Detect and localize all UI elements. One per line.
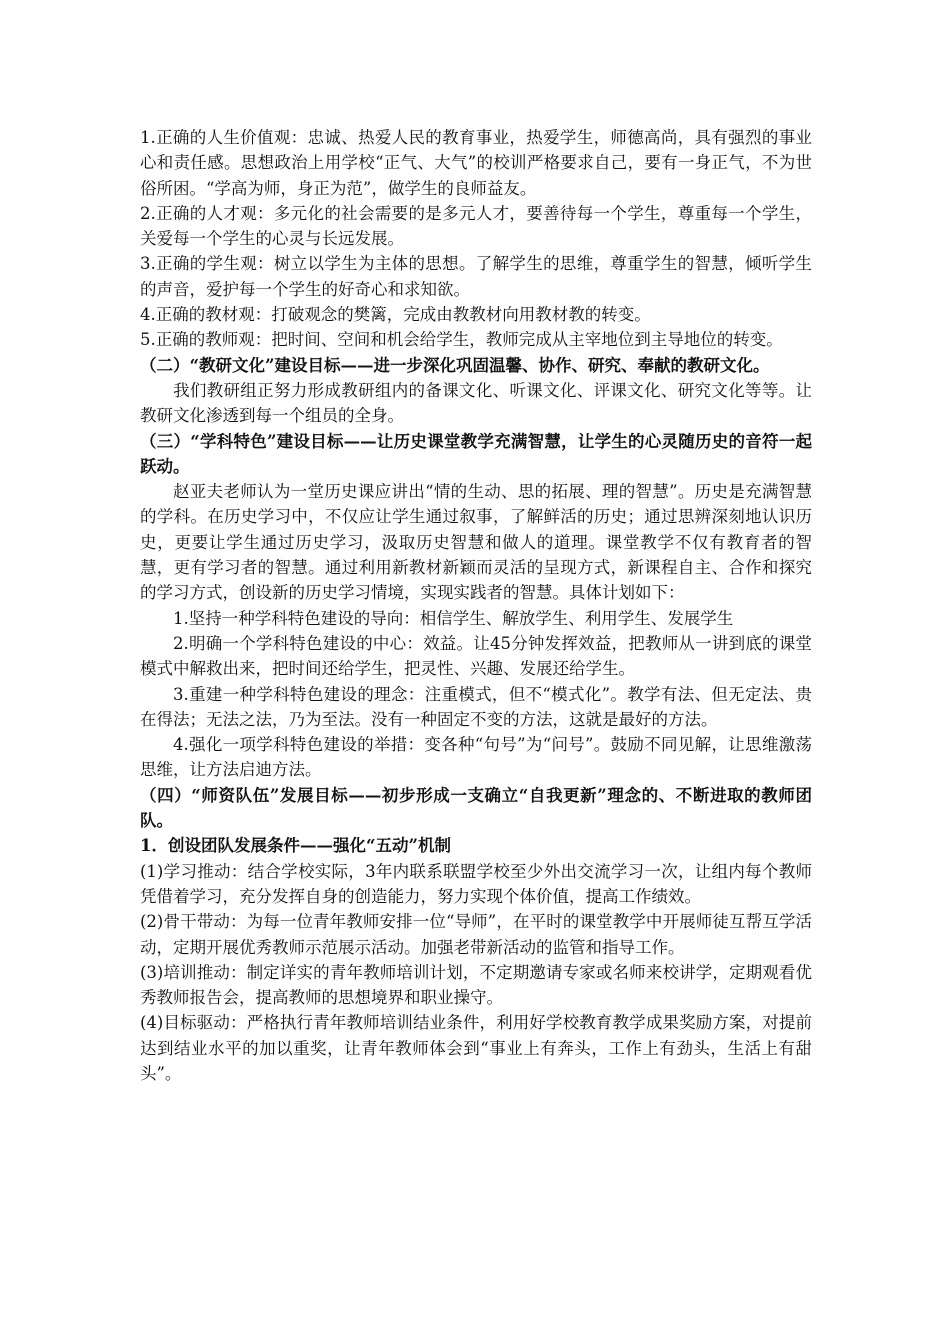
heading-five-drives: 1．创设团队发展条件——强化“五动”机制 (140, 836, 451, 856)
paragraph-value-2: 2.正确的人才观：多元化的社会需要的是多元人才，要善待每一个学生，尊重每一个学生，关爱每一个学生的心灵与长远发展。 (140, 203, 812, 249)
plan-item-3: 3.重建一种学科特色建设的理念：注重模式，但不“模式化”。教学有法、但无定法、贵在得法；无法之法，乃为至法。没有一种固定不变的方法，这就是最好的方法。 (140, 684, 812, 729)
drive-item-1: (1)学习推动：结合学校实际，3年内联系联盟学校至少外出交流学习一次，让组内每个教师凭借着学习，充分发挥自身的创造能力，努力实现个体价值，提高工作绩效。 (140, 861, 812, 906)
heading-teacher-team: （四）“师资队伍”发展目标——初步形成一支确立“自我更新”理念的、不断进取的教师团队。 (140, 785, 812, 831)
plan-item-1: 1.坚持一种学科特色建设的导向：相信学生、解放学生、利用学生、发展学生 (173, 608, 734, 628)
paragraph-value-5: 5.正确的教师观：把时间、空间和机会给学生，教师完成从主宰地位到主导地位的转变。 (140, 330, 783, 350)
paragraph-value-4: 4.正确的教材观：打破观念的樊篱，完成由教教材向用教材教的转变。 (140, 305, 651, 325)
plan-item-2: 2.明确一个学科特色建设的中心：效益。让45分钟发挥效益，把教师从一讲到底的课堂模式中解救出来，把时间还给学生，把灵性、兴趣、发展还给学生。 (140, 633, 812, 679)
paragraph-value-1: 1.正确的人生价值观：忠诚、热爱人民的教育事业，热爱学生，师德高尚，具有强烈的事业心和责任感。思想政治上用学校“正气、大气”的校训严格要求自己，要有一身正气，不为世俗所困。“学高为师，身正为范”，做学生的良师益友。 (140, 128, 812, 198)
heading-research-culture: （二）“教研文化”建设目标——进一步深化巩固温馨、协作、研究、奉献的教研文化。 (140, 355, 770, 375)
paragraph-value-3: 3.正确的学生观：树立以学生为主体的思想。了解学生的思维，尊重学生的智慧，倾听学生的声音，爱护每一个学生的好奇心和求知欲。 (140, 254, 812, 299)
paragraph-subject-feature: 赵亚夫老师认为一堂历史课应讲出“情的生动、思的拓展、理的智慧”。历史是充满智慧的学科。在历史学习中，不仅应让学生通过叙事，了解鲜活的历史；通过思辨深刻地认识历史，更要让学生通过历史学习，汲取历史智慧和做人的道理。课堂教学不仅有教育者的智慧，更有学习者的智慧。通过利用新教材新颖而灵活的呈现方式，新课程自主、合作和探究的学习方式，创设新的历史学习情境，实现实践者的智慧。具体计划如下： (140, 482, 812, 603)
plan-item-4: 4.强化一项学科特色建设的举措：变各种“句号”为“问号”。鼓励不同见解，让思维激荡思维，让方法启迪方法。 (140, 735, 812, 780)
paragraph-research-culture: 我们教研组正努力形成教研组内的备课文化、听课文化、评课文化、研究文化等等。让教研文化渗透到每一个组员的全身。 (140, 380, 812, 426)
heading-subject-feature: （三）“学科特色”建设目标——让历史课堂教学充满智慧，让学生的心灵随历史的音符一起跃动。 (140, 431, 812, 476)
drive-item-3: (3)培训推动：制定详实的青年教师培训计划，不定期邀请专家或名师来校讲学，定期观看优秀教师报告会，提高教师的思想境界和职业操守。 (140, 962, 812, 1008)
document-page (140, 125, 812, 1086)
drive-item-4: (4)目标驱动：严格执行青年教师培训结业条件，利用好学校教育教学成果奖励方案，对提前达到结业水平的加以重奖，让青年教师体会到“事业上有奔头，工作上有劲头，生活上有甜头”。 (140, 1013, 812, 1083)
drive-item-2: (2)骨干带动：为每一位青年教师安排一位“导师”，在平时的课堂教学中开展师徒互帮互学活动，定期开展优秀教师示范展示活动。加强老带新活动的监管和指导工作。 (140, 912, 812, 957)
